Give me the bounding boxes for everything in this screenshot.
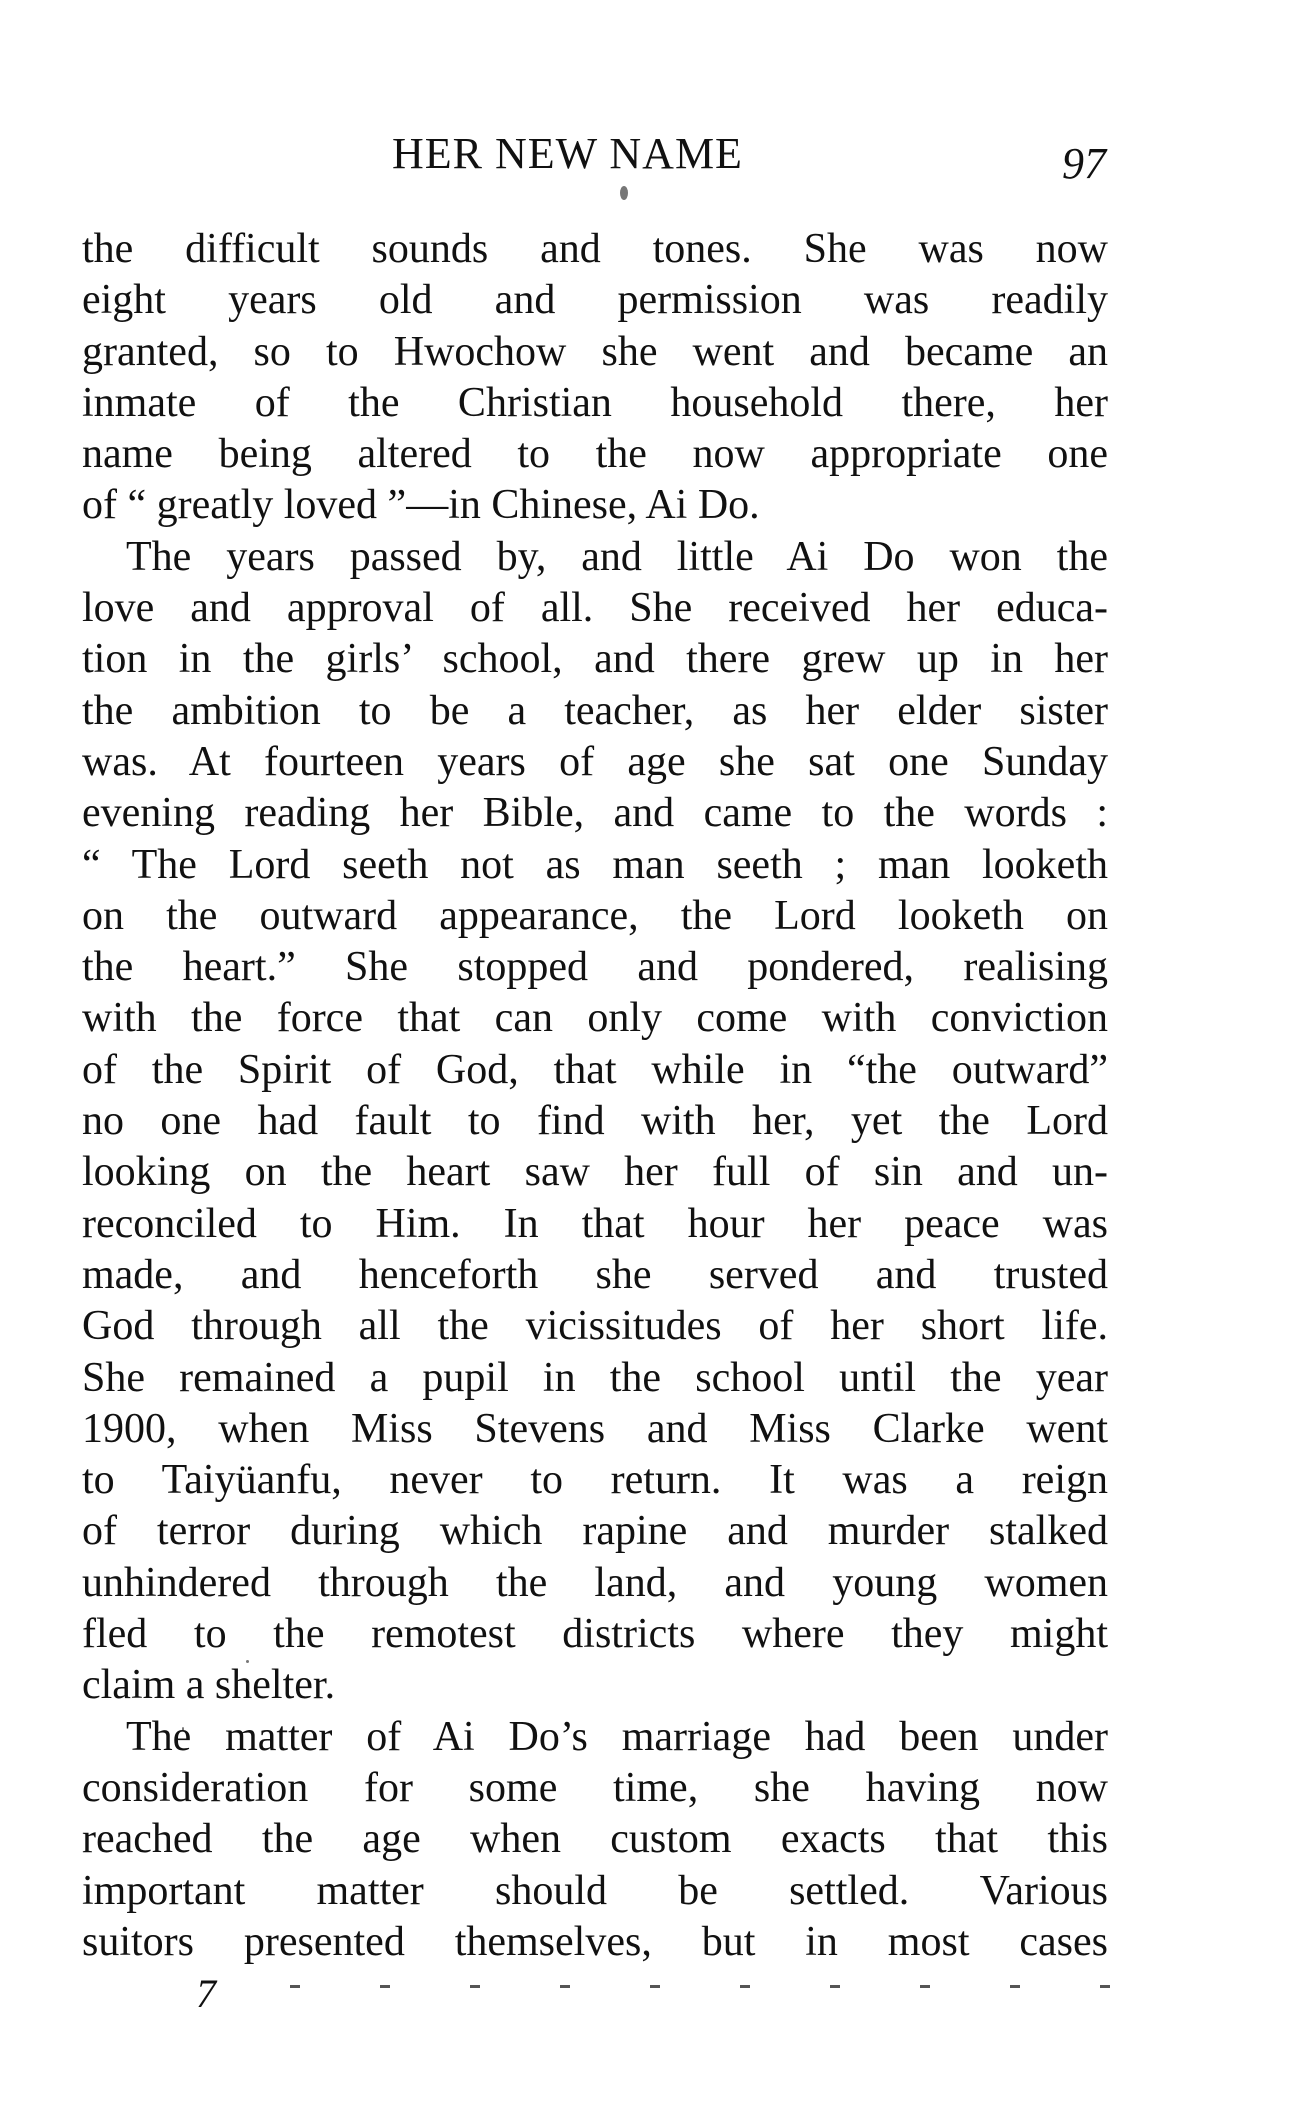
text-line: with the force that can only come with conviction xyxy=(82,995,1108,1042)
ink-fragment xyxy=(650,1985,660,1988)
ink-fragment xyxy=(740,1985,750,1988)
ink-fragment xyxy=(920,1985,930,1988)
ink-fragment xyxy=(560,1985,570,1988)
text-line: consideration for some time, she having now xyxy=(82,1764,1108,1811)
ink-fragment xyxy=(1010,1985,1020,1988)
text-line: unhindered through the land, and young women xyxy=(82,1559,1108,1606)
text-line: suitors presented themselves, but in most cases xyxy=(82,1918,1108,1965)
ink-fragment xyxy=(1100,1985,1110,1988)
text-line: fled to the remotest districts where they might xyxy=(82,1611,1108,1658)
text-line: to Taiyüanfu, never to return. It was a reign xyxy=(82,1457,1108,1504)
text-line: love and approval of all. She received her educa- xyxy=(82,585,1108,632)
text-line: eight years old and permission was readily xyxy=(82,277,1108,324)
text-line: of “ greatly loved ”—in Chinese, Ai Do. xyxy=(82,482,760,529)
cut-off-next-line xyxy=(290,1985,1110,1989)
signature-mark: 7 xyxy=(196,1971,216,2016)
text-line: on the outward appearance, the Lord looketh on xyxy=(82,892,1108,939)
text-line: inmate of the Christian household there, her xyxy=(82,379,1108,426)
text-line: the ambition to be a teacher, as her elder sister xyxy=(82,687,1108,734)
ink-fragment xyxy=(290,1985,300,1988)
text-line: the heart.” She stopped and pondered, realising xyxy=(82,944,1108,991)
ink-fragment xyxy=(380,1985,390,1988)
body-text xyxy=(82,224,1108,1968)
page-number: 97 xyxy=(1062,139,1106,188)
text-line: tion in the girls’ school, and there grew up in her xyxy=(82,636,1108,683)
text-line: of the Spirit of God, that while in “the outward” xyxy=(82,1046,1108,1093)
running-title: HER NEW NAME xyxy=(392,129,743,178)
text-line: The matter of Ai Do’s marriage had been under xyxy=(126,1713,1108,1760)
text-line: was. At fourteen years of age she sat one Sunday xyxy=(82,738,1108,785)
text-line: looking on the heart saw her full of sin and un- xyxy=(82,1149,1108,1196)
ink-fragment xyxy=(830,1985,840,1988)
text-line: 1900, when Miss Stevens and Miss Clarke went xyxy=(82,1405,1108,1452)
text-line: claim a shelter. xyxy=(82,1662,336,1709)
text-line: important matter should be settled. Various xyxy=(82,1867,1108,1914)
text-line: of terror during which rapine and murder stalked xyxy=(82,1508,1108,1555)
print-speck xyxy=(620,186,628,200)
text-line: the difficult sounds and tones. She was now xyxy=(82,226,1108,272)
text-line: God through all the vicissitudes of her short life. xyxy=(82,1303,1108,1350)
text-line: name being altered to the now appropriate one xyxy=(82,431,1108,478)
text-line: “ The Lord seeth not as man seeth ; man looketh xyxy=(82,841,1108,888)
text-line: reconciled to Him. In that hour her peace was xyxy=(82,1200,1108,1247)
text-line: She remained a pupil in the school until the year xyxy=(82,1354,1108,1401)
text-line: The years passed by, and little Ai Do won the xyxy=(126,533,1108,580)
text-line: evening reading her Bible, and came to the words : xyxy=(82,790,1108,837)
text-line: granted, so to Hwochow she went and became an xyxy=(82,328,1108,375)
ink-fragment xyxy=(470,1985,480,1988)
text-line: no one had fault to find with her, yet the Lord xyxy=(82,1098,1108,1145)
text-line: reached the age when custom exacts that this xyxy=(82,1816,1108,1863)
text-line: made, and henceforth she served and trusted xyxy=(82,1251,1108,1298)
